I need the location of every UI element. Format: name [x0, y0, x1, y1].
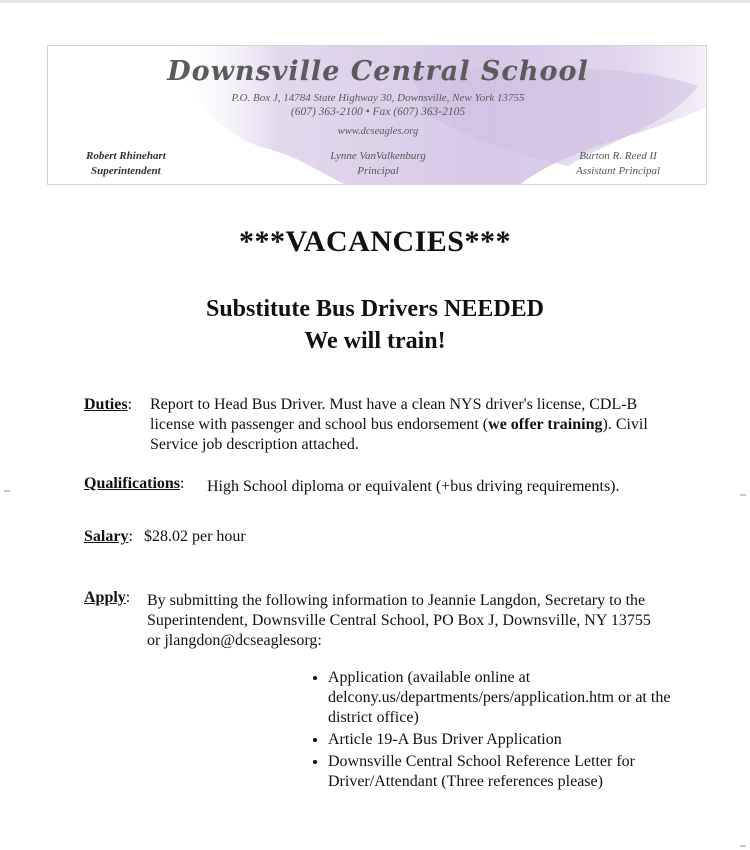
apply-section-label: Apply:: [84, 589, 131, 606]
list-item: • Downsville Central School Reference Letter for Driver/Attendant (Three references please): [328, 752, 708, 792]
duties-text: [150, 395, 670, 455]
list-item: • Application (available online at delcony.us/departments/pers/application.htm or at the district office): [328, 668, 708, 728]
scan-mark: [4, 490, 10, 492]
scan-top-edge: [0, 0, 750, 3]
qualifications-label: Qualifications: [84, 475, 181, 492]
vacancies-headline: ***VACANCIES***: [239, 225, 511, 258]
scan-mark: [740, 494, 746, 496]
apply-text: By submitting the following information to Jeannie Langdon, Secretary to the Superintendent, Downsville Central School, PO Box J, Downsville, NY 13755 or jlangdon@dcseaglesorg:: [147, 592, 651, 649]
principal-title: Principal: [357, 165, 399, 177]
salary-text: $28.02 per hour: [144, 528, 246, 545]
school-phones: (607) 363-2100 • Fax (607) 363-2105: [290, 106, 466, 118]
duties-text-bold: we offer training: [488, 416, 603, 433]
application-requirements-list: [306, 668, 708, 794]
assistant-principal-name: Burton R. Reed II: [579, 150, 657, 162]
assistant-principal-title: Assistant Principal: [575, 165, 661, 177]
qualifications-text: High School diploma or equivalent (+bus driving requirements).: [207, 478, 620, 495]
scan-mark: [740, 845, 746, 847]
salary-label: Salary: [84, 528, 129, 545]
duties-label: Duties: [84, 396, 128, 413]
superintendent-name: Robert Rhinehart: [86, 150, 166, 162]
list-item: • Article 19-A Bus Driver Application: [328, 730, 708, 750]
superintendent-title: Superintendent: [91, 165, 161, 177]
school-address: P.O. Box J, 14784 State Highway 30, Downsville, New York 13755: [231, 92, 525, 104]
apply-label: Apply: [84, 589, 126, 606]
duties-section-label: Duties:: [84, 396, 133, 413]
duties-text-part-2: ). Civil Service job description attached.: [150, 416, 648, 453]
duties-text-part-1: Report to Head Bus Driver. Must have a clean NYS driver's license, CDL-B license with passenger and school bus endorsement (: [150, 396, 638, 433]
assistant-principal-block: [553, 149, 683, 179]
qualifications-section-label: Qualifications:: [84, 475, 185, 492]
salary-section-label: Salary:: [84, 528, 133, 545]
school-website: www.dcseagles.org: [337, 126, 419, 137]
training-subheadline: We will train!: [304, 328, 446, 354]
school-name: Downsville Central School: [167, 56, 589, 87]
letterhead: [47, 45, 707, 185]
principal-name: Lynne VanValkenburg: [330, 150, 426, 162]
position-subheadline: Substitute Bus Drivers NEEDED: [205, 296, 545, 322]
